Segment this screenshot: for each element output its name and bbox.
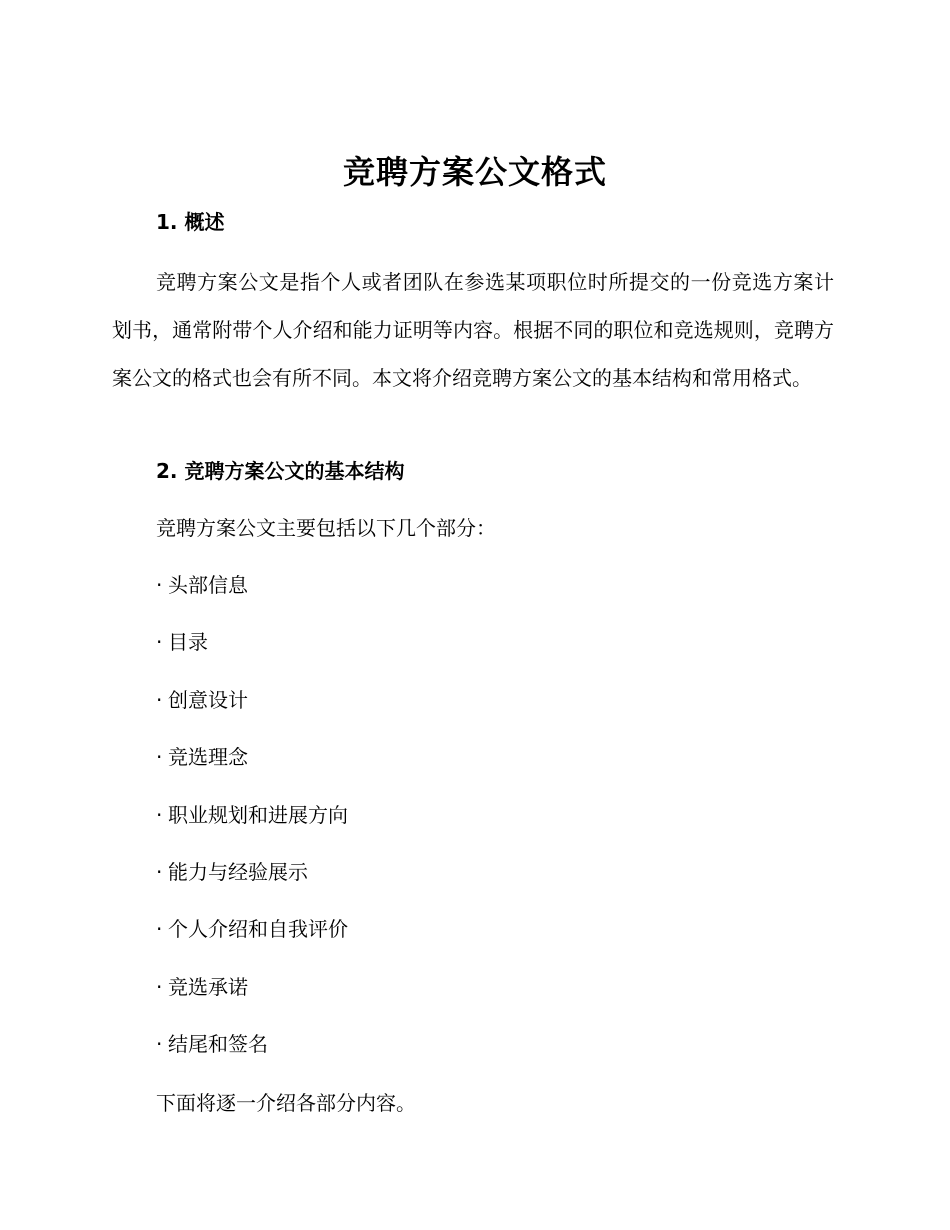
list-item-text: 能力与经验展示 <box>168 859 308 884</box>
bullet-icon: · <box>156 917 163 942</box>
list-item <box>156 628 348 685</box>
list-item-text: 个人介绍和自我评价 <box>168 917 348 942</box>
bullet-icon: · <box>156 573 163 597</box>
document-title: 竞聘方案公文格式 <box>342 153 607 191</box>
list-item-text: 目录 <box>168 630 208 655</box>
list-item <box>156 743 348 800</box>
bullet-icon: · <box>156 859 163 884</box>
structure-list <box>156 571 348 1088</box>
bullet-icon: · <box>156 630 163 655</box>
list-item-text: 职业规划和进展方向 <box>168 802 348 827</box>
list-item-text: 竞选承诺 <box>168 974 248 999</box>
list-item-text: 创意设计 <box>168 687 248 712</box>
list-item <box>156 973 348 1030</box>
list-item <box>156 858 348 915</box>
list-item-text: 竞选理念 <box>168 745 248 770</box>
bullet-icon: · <box>156 1032 163 1057</box>
section-heading-overview: 1. 概述 <box>156 210 225 234</box>
bullet-icon: · <box>156 974 163 999</box>
list-item <box>156 1030 348 1087</box>
list-item <box>156 915 348 972</box>
structure-closing: 下面将逐一介绍各部分内容。 <box>156 1091 416 1115</box>
bullet-icon: · <box>156 687 163 712</box>
section-heading-structure: 2. 竞聘方案公文的基本结构 <box>156 459 405 483</box>
list-item <box>156 571 348 628</box>
bullet-icon: · <box>156 745 163 770</box>
structure-intro: 竞聘方案公文主要包括以下几个部分： <box>156 516 496 540</box>
list-item <box>156 801 348 858</box>
overview-paragraph: 竞聘方案公文是指个人或者团队在参选某项职位时所提交的一份竞选方案计划书，通常附带个人介绍和能力证明等内容。根据不同的职位和竞选规则，竞聘方案公文的格式也会有所不同。本文将介绍竞聘方案公文的基本结构和常用格式。 <box>112 270 834 390</box>
bullet-icon: · <box>156 802 163 827</box>
list-item <box>156 686 348 743</box>
list-item-text: 结尾和签名 <box>168 1032 268 1057</box>
list-item-text: 头部信息 <box>168 573 248 597</box>
